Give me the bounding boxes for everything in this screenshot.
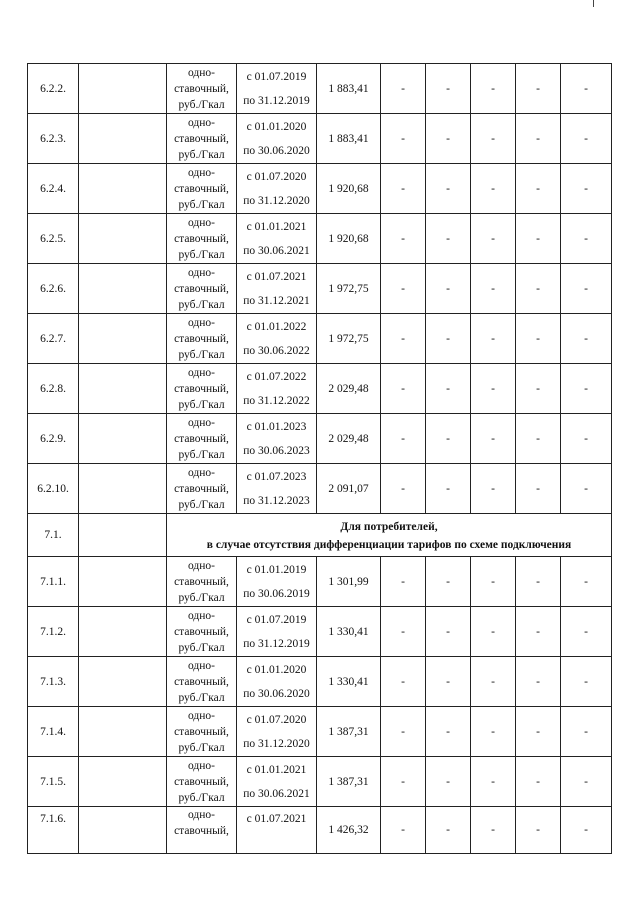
tariff-value: 1 330,41	[317, 657, 381, 707]
tariff-type-line: одно-	[187, 416, 215, 429]
dash-cell: -	[516, 114, 561, 164]
period	[237, 464, 317, 514]
dash-cell: -	[561, 757, 612, 807]
blank-cell	[79, 364, 167, 414]
row-number: 7.1.2.	[28, 607, 79, 657]
row-number: 7.1.6.	[28, 807, 79, 854]
dash-cell: -	[471, 557, 516, 607]
dash-cell: -	[516, 557, 561, 607]
blank-cell	[79, 757, 167, 807]
tariff-value: 2 029,48	[317, 414, 381, 464]
dash-cell: -	[426, 607, 471, 657]
tariff-type-line: руб./Гкал	[178, 348, 225, 361]
tariff-type-line: одно-	[187, 559, 215, 572]
tariff-type-line: ставочный,	[174, 725, 229, 738]
dash-cell: -	[516, 707, 561, 757]
period	[237, 164, 317, 214]
period-from: с 01.07.2022	[246, 370, 307, 383]
period-from: с 01.07.2021	[246, 270, 307, 283]
tariff-value: 1 387,31	[317, 757, 381, 807]
dash-cell: -	[516, 214, 561, 264]
row-number: 6.2.2.	[28, 64, 79, 114]
period	[237, 364, 317, 414]
dash-cell: -	[471, 707, 516, 757]
tariff-type-line: руб./Гкал	[178, 448, 225, 461]
dash-cell: -	[516, 64, 561, 114]
dash-cell: -	[561, 607, 612, 657]
table-row	[28, 557, 612, 607]
dash-cell: -	[426, 657, 471, 707]
tariff-type-line: руб./Гкал	[178, 98, 225, 111]
period	[237, 607, 317, 657]
blank-cell	[79, 657, 167, 707]
dash-cell: -	[561, 807, 612, 854]
tariff-type-line: ставочный,	[174, 82, 229, 95]
row-number: 6.2.9.	[28, 414, 79, 464]
dash-cell: -	[426, 114, 471, 164]
tariff-type-line: одно-	[187, 609, 215, 622]
tariff-type-line: руб./Гкал	[178, 741, 225, 754]
dash-cell: -	[561, 557, 612, 607]
tariff-type	[167, 364, 237, 414]
dash-cell: -	[561, 314, 612, 364]
period-from: с 01.07.2023	[246, 470, 307, 483]
tariff-value: 1 426,32	[317, 807, 381, 854]
tariff-type-line: ставочный,	[174, 625, 229, 638]
dash-cell: -	[471, 264, 516, 314]
tariff-type	[167, 464, 237, 514]
period	[237, 264, 317, 314]
tariff-value: 1 883,41	[317, 64, 381, 114]
period	[237, 214, 317, 264]
period	[237, 414, 317, 464]
row-number: 7.1.4.	[28, 707, 79, 757]
period-to: по 31.12.2021	[243, 294, 310, 307]
period-to: по 31.12.2022	[243, 394, 310, 407]
tariff-type	[167, 607, 237, 657]
period-from: с 01.07.2019	[246, 70, 307, 83]
dash-cell: -	[426, 264, 471, 314]
period-from: с 01.01.2020	[246, 663, 307, 676]
dash-cell: -	[426, 314, 471, 364]
section-title-line: в случае отсутствия дифференциации тарифов по схеме подключения	[206, 539, 572, 551]
tariff-type-line: одно-	[187, 466, 215, 479]
row-number: 6.2.6.	[28, 264, 79, 314]
table-row	[28, 114, 612, 164]
tariff-type-line: ставочный,	[174, 675, 229, 688]
tariff-value: 1 387,31	[317, 707, 381, 757]
dash-cell: -	[471, 314, 516, 364]
row-number: 6.2.7.	[28, 314, 79, 364]
dash-cell: -	[381, 314, 426, 364]
tariff-value: 2 029,48	[317, 364, 381, 414]
tariff-type	[167, 114, 237, 164]
tariff-value: 1 920,68	[317, 214, 381, 264]
blank-cell	[79, 214, 167, 264]
period-to: по 30.06.2019	[243, 587, 310, 600]
period	[237, 64, 317, 114]
tariff-value: 2 091,07	[317, 464, 381, 514]
period-to: по 30.06.2021	[243, 787, 310, 800]
dash-cell: -	[381, 607, 426, 657]
tariff-type-line: ставочный,	[174, 575, 229, 588]
tariff-type-line: одно-	[187, 216, 215, 229]
dash-cell: -	[426, 707, 471, 757]
tariff-type-line: руб./Гкал	[178, 691, 225, 704]
dash-cell: -	[516, 364, 561, 414]
scan-mark	[593, 0, 594, 7]
tariff-type	[167, 557, 237, 607]
period-from: с 01.07.2020	[246, 170, 307, 183]
period-from: с 01.01.2019	[246, 563, 307, 576]
dash-cell: -	[381, 64, 426, 114]
dash-cell: -	[516, 464, 561, 514]
dash-cell: -	[516, 607, 561, 657]
tariff-value: 1 920,68	[317, 164, 381, 214]
blank-cell	[79, 314, 167, 364]
tariff-type	[167, 414, 237, 464]
period-to: по 30.06.2021	[243, 244, 310, 257]
tariff-type-line: одно-	[187, 116, 215, 129]
period-to: по 30.06.2023	[243, 444, 310, 457]
dash-cell: -	[471, 214, 516, 264]
tariff-type	[167, 64, 237, 114]
tariff-table	[27, 63, 612, 854]
period	[237, 807, 317, 854]
period-to: по 30.06.2020	[243, 144, 310, 157]
dash-cell: -	[381, 114, 426, 164]
dash-cell: -	[471, 364, 516, 414]
table-row	[28, 657, 612, 707]
dash-cell: -	[426, 757, 471, 807]
period-from: с 01.01.2021	[246, 220, 307, 233]
period-from: с 01.07.2021	[246, 813, 307, 825]
row-number: 7.1.5.	[28, 757, 79, 807]
dash-cell: -	[426, 414, 471, 464]
row-number: 6.2.4.	[28, 164, 79, 214]
tariff-type	[167, 214, 237, 264]
tariff-type-line: руб./Гкал	[178, 591, 225, 604]
dash-cell: -	[381, 657, 426, 707]
dash-cell: -	[516, 757, 561, 807]
period-from: с 01.01.2023	[246, 420, 307, 433]
period-from: с 01.07.2020	[246, 713, 307, 726]
tariff-type	[167, 707, 237, 757]
dash-cell: -	[471, 657, 516, 707]
dash-cell: -	[516, 807, 561, 854]
blank-cell	[79, 264, 167, 314]
dash-cell: -	[561, 657, 612, 707]
tariff-type-line: ставочный,	[174, 432, 229, 445]
blank-cell	[79, 514, 167, 557]
blank-cell	[79, 464, 167, 514]
dash-cell: -	[471, 757, 516, 807]
period	[237, 757, 317, 807]
blank-cell	[79, 607, 167, 657]
tariff-type	[167, 757, 237, 807]
blank-cell	[79, 414, 167, 464]
tariff-table-body	[28, 64, 612, 854]
period-to: по 31.12.2020	[243, 194, 310, 207]
section-title-line: Для потребителей,	[340, 521, 438, 533]
dash-cell: -	[426, 464, 471, 514]
dash-cell: -	[381, 757, 426, 807]
tariff-type-line: одно-	[187, 809, 215, 821]
dash-cell: -	[516, 414, 561, 464]
dash-cell: -	[561, 707, 612, 757]
table-row	[28, 607, 612, 657]
dash-cell: -	[381, 557, 426, 607]
table-row	[28, 314, 612, 364]
period-from: с 01.01.2020	[246, 120, 307, 133]
dash-cell: -	[471, 414, 516, 464]
row-number: 7.1.3.	[28, 657, 79, 707]
dash-cell: -	[561, 114, 612, 164]
dash-cell: -	[381, 464, 426, 514]
tariff-type	[167, 264, 237, 314]
tariff-type-line: одно-	[187, 316, 215, 329]
dash-cell: -	[426, 214, 471, 264]
tariff-type-line: одно-	[187, 266, 215, 279]
period-from: с 01.01.2021	[246, 763, 307, 776]
blank-cell	[79, 164, 167, 214]
period	[237, 707, 317, 757]
tariff-type-line: ставочный,	[174, 482, 229, 495]
tariff-type	[167, 807, 237, 854]
dash-cell: -	[561, 364, 612, 414]
dash-cell: -	[471, 164, 516, 214]
tariff-type-line: одно-	[187, 366, 215, 379]
row-number: 6.2.3.	[28, 114, 79, 164]
dash-cell: -	[561, 164, 612, 214]
row-number: 6.2.10.	[28, 464, 79, 514]
dash-cell: -	[381, 364, 426, 414]
period-to: по 31.12.2019	[243, 637, 310, 650]
tariff-type-line: ставочный,	[174, 232, 229, 245]
dash-cell: -	[426, 557, 471, 607]
tariff-type-line: руб./Гкал	[178, 641, 225, 654]
dash-cell: -	[471, 807, 516, 854]
dash-cell: -	[561, 414, 612, 464]
table-row	[28, 707, 612, 757]
tariff-value: 1 883,41	[317, 114, 381, 164]
blank-cell	[79, 557, 167, 607]
blank-cell	[79, 707, 167, 757]
dash-cell: -	[471, 607, 516, 657]
tariff-type-line: одно-	[187, 759, 215, 772]
period	[237, 657, 317, 707]
tariff-type-line: руб./Гкал	[178, 298, 225, 311]
period-to: по 30.06.2020	[243, 687, 310, 700]
tariff-type-line: ставочный,	[174, 332, 229, 345]
tariff-type-line: одно-	[187, 66, 215, 79]
table-row	[28, 364, 612, 414]
tariff-type-line: руб./Гкал	[178, 398, 225, 411]
tariff-type-line: ставочный,	[174, 132, 229, 145]
dash-cell: -	[561, 214, 612, 264]
period-to: по 31.12.2019	[243, 94, 310, 107]
period-to: по 31.12.2020	[243, 737, 310, 750]
dash-cell: -	[381, 707, 426, 757]
period-from: с 01.01.2022	[246, 320, 307, 333]
period	[237, 557, 317, 607]
period-to: по 31.12.2023	[243, 494, 310, 507]
period	[237, 314, 317, 364]
blank-cell	[79, 64, 167, 114]
dash-cell: -	[381, 414, 426, 464]
period-from: с 01.07.2019	[246, 613, 307, 626]
dash-cell: -	[516, 264, 561, 314]
table-row	[28, 464, 612, 514]
dash-cell: -	[426, 64, 471, 114]
table-row	[28, 807, 612, 854]
section-header-row	[28, 514, 612, 557]
tariff-type-line: ставочный,	[174, 775, 229, 788]
tariff-type-line: руб./Гкал	[178, 498, 225, 511]
tariff-value: 1 301,99	[317, 557, 381, 607]
dash-cell: -	[381, 164, 426, 214]
blank-cell	[79, 807, 167, 854]
section-title	[167, 514, 612, 557]
period	[237, 114, 317, 164]
tariff-type-line: руб./Гкал	[178, 198, 225, 211]
dash-cell: -	[561, 64, 612, 114]
tariff-type	[167, 314, 237, 364]
table-row	[28, 757, 612, 807]
row-number: 6.2.5.	[28, 214, 79, 264]
table-row	[28, 164, 612, 214]
dash-cell: -	[426, 164, 471, 214]
dash-cell: -	[426, 807, 471, 854]
dash-cell: -	[516, 314, 561, 364]
dash-cell: -	[561, 464, 612, 514]
row-number: 6.2.8.	[28, 364, 79, 414]
dash-cell: -	[471, 114, 516, 164]
tariff-value: 1 330,41	[317, 607, 381, 657]
dash-cell: -	[516, 164, 561, 214]
tariff-type-line: одно-	[187, 166, 215, 179]
dash-cell: -	[471, 464, 516, 514]
table-row	[28, 64, 612, 114]
dash-cell: -	[561, 264, 612, 314]
dash-cell: -	[381, 807, 426, 854]
section-number: 7.1.	[28, 514, 79, 557]
table-row	[28, 264, 612, 314]
tariff-type	[167, 657, 237, 707]
tariff-type-line: ставочный,	[174, 825, 229, 837]
tariff-type-line: ставочный,	[174, 282, 229, 295]
dash-cell: -	[381, 264, 426, 314]
tariff-type-line: одно-	[187, 709, 215, 722]
tariff-type-line: руб./Гкал	[178, 248, 225, 261]
dash-cell: -	[471, 64, 516, 114]
dash-cell: -	[426, 364, 471, 414]
table-row	[28, 414, 612, 464]
tariff-type-line: руб./Гкал	[178, 148, 225, 161]
tariff-type-line: ставочный,	[174, 182, 229, 195]
period-to: по 30.06.2022	[243, 344, 310, 357]
tariff-value: 1 972,75	[317, 314, 381, 364]
dash-cell: -	[516, 657, 561, 707]
blank-cell	[79, 114, 167, 164]
tariff-type	[167, 164, 237, 214]
tariff-type-line: руб./Гкал	[178, 791, 225, 804]
tariff-value: 1 972,75	[317, 264, 381, 314]
row-number: 7.1.1.	[28, 557, 79, 607]
table-row	[28, 214, 612, 264]
tariff-type-line: ставочный,	[174, 382, 229, 395]
dash-cell: -	[381, 214, 426, 264]
tariff-type-line: одно-	[187, 659, 215, 672]
